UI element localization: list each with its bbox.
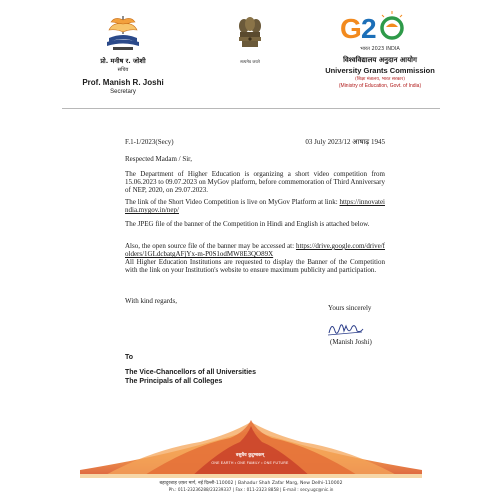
ugc-logo-icon [103,12,143,54]
svg-text:2: 2 [361,13,377,44]
national-emblem-icon [236,16,264,58]
national-emblem-block [228,16,272,65]
g20-logo-icon [334,10,426,46]
to-label: To [125,354,134,361]
g20-lotus-footer-icon [80,420,422,478]
paragraph-open-source-text: Also, the open source file of the banner may be accessed at: [125,242,295,250]
paragraph-open-source [125,242,385,258]
secretary-name-hindi: प्रो. मनीष र. जोशी [100,57,146,65]
signatory-name: (Manish Joshi) [330,338,372,346]
paragraph-link-text: The link of the Short Video Competition is live on MyGov Platform at link: [125,198,338,206]
footer-contact: Ph.: 011-23236288/23239337 | Fax : 011-2323 8858 | E-mail : secy.ugc@nic.in [168,487,334,492]
paragraph-request: All Higher Education Institutions are requested to display the Banner of the Competition with the link on your Institution's website to ensure maximum publicity and participation. [125,258,385,275]
header-divider [62,108,440,109]
footer-tagline-hindi: वसुधैव कुटुम्बकम् [235,453,265,458]
svg-text:G: G [340,13,362,44]
mygov-link[interactable]: https://innovateindia.mygov.in/nep/ [125,198,385,215]
g20-tagline: भारत 2023 INDIA [360,46,400,52]
salutation: Respected Madam / Sir, [125,155,192,163]
ugc-name-hindi: विश्वविद्यालय अनुदान आयोग [343,56,417,64]
letter-date: 03 July 2023/12 आषाढ़ 1945 [305,138,385,146]
paragraph-banner: The JPEG file of the banner of the Competition in Hindi and English is attached below. [125,220,370,228]
secretary-header [68,12,178,95]
reference-number: F.1-1/2023(Secy) [125,138,174,146]
addressee-principals: The Principals of all Colleges [125,378,223,385]
drive-link[interactable]: https://drive.google.com/drive/folders/1GLdcbatgAFjYx-m-P0S1odMW8E3QO89X [125,242,386,259]
ugc-name: University Grants Commission [325,66,435,75]
addressee-vice-chancellors: The Vice-Chancellors of all Universities [125,369,256,376]
secretary-designation-hindi: सचिव [117,67,129,73]
footer-address: बहादुरशाह ज़फ़र मार्ग, नई दिल्ली-110002 | Bahadur Shah Zafar Marg, New Delhi-110002 [159,481,343,486]
footer-tagline: ONE EARTH • ONE FAMILY • ONE FUTURE [211,461,289,465]
closing: With kind regards, [125,297,178,305]
ministry-hindi: (शिक्षा मंत्रालय, भारत सरकार) [355,77,405,82]
yours-sincerely: Yours sincerely [328,304,372,312]
paragraph-competition: The Department of Higher Education is organizing a short video competition from 15.06.2023 to 09.07.2023 on MyGov platform, before commemoration of Third Anniversary of NEP, 2020, on 29.07.2023. [125,170,385,195]
paragraph-link [125,198,385,214]
secretary-designation: Secretary [110,89,136,95]
signature-icon [326,317,366,339]
emblem-motto: सत्यमेव जयते [240,59,260,64]
ministry-name: (Ministry of Education, Govt. of India) [338,83,422,89]
ugc-header [320,10,440,89]
secretary-name: Prof. Manish R. Joshi [82,78,164,87]
